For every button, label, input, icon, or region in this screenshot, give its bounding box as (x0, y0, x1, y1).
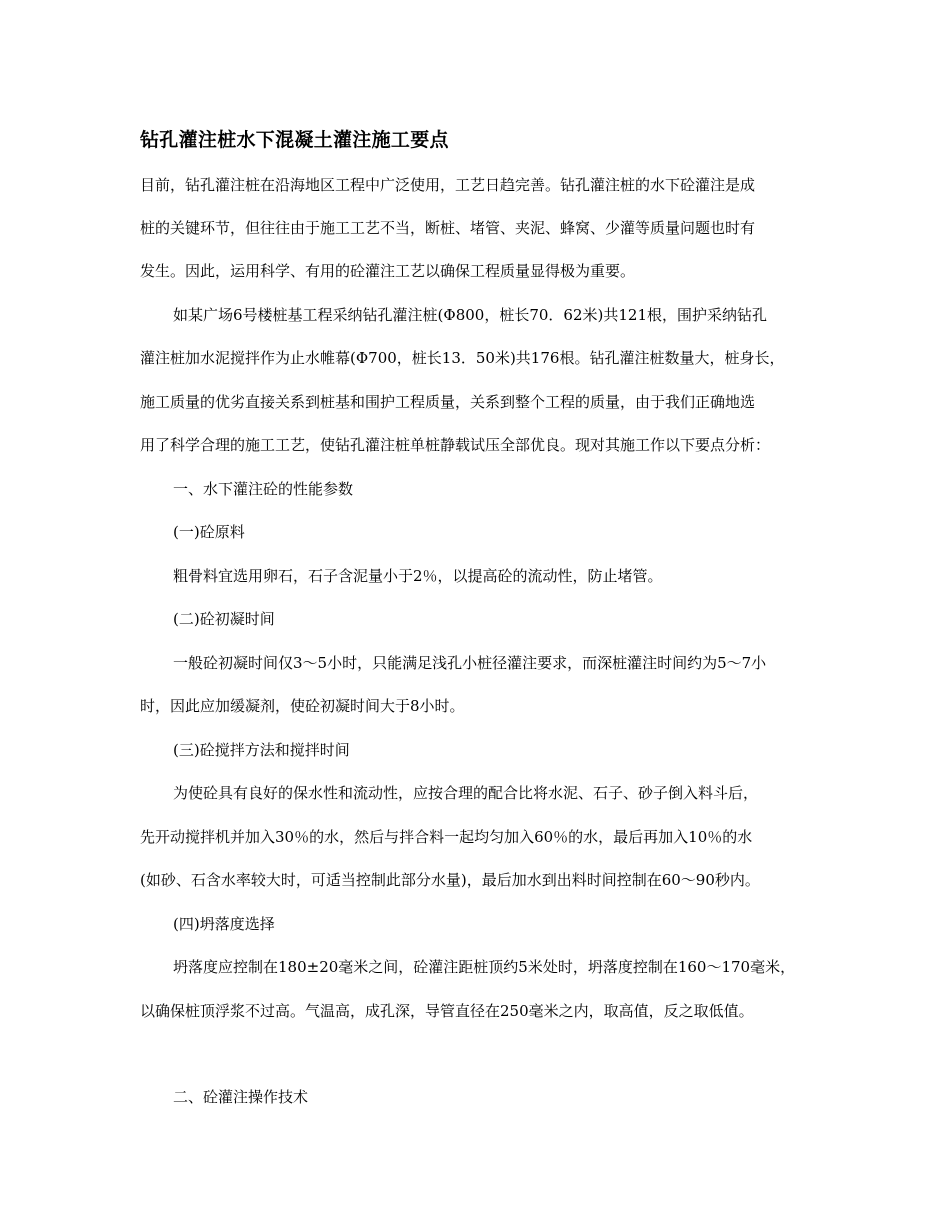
paragraph-line: 一般砼初凝时间仅3～5小时，只能满足浅孔小桩径灌注要求，而深桩灌注时间约为5～7小 (173, 654, 767, 672)
paragraph-line: (如砂、石含水率较大时，可适当控制此部分水量)，最后加水到出料时间控制在60～90秒内。 (140, 871, 760, 889)
paragraph-line: 先开动搅拌机并加入30％的水，然后与拌合料一起均匀加入60％的水，最后再加入10％的水 (140, 828, 753, 846)
subsection-heading: (四)坍落度选择 (173, 915, 275, 933)
subsection-heading: (三)砼搅拌方法和搅拌时间 (173, 741, 350, 759)
paragraph-line: 灌注桩加水泥搅拌作为止水帷幕(Φ700，桩长13．50米)共176根。钻孔灌注桩数量大，桩身长， (140, 349, 785, 367)
paragraph-line: 桩的关键环节，但往往由于施工工艺不当，断桩、堵管、夹泥、蜂窝、少灌等质量问题也时有 (140, 219, 756, 237)
paragraph-line: 用了科学合理的施工工艺，使钻孔灌注桩单桩静载试压全部优良。现对其施工作以下要点分析： (140, 436, 771, 454)
section-heading: 一、水下灌注砼的性能参数 (173, 480, 354, 498)
paragraph-line: 时，因此应加缓凝剂，使砼初凝时间大于8小时。 (140, 697, 465, 715)
paragraph-line: 坍落度应控制在180±20毫米之间，砼灌注距桩顶约5米处时，坍落度控制在160～170毫米， (173, 958, 796, 976)
paragraph-line: 粗骨料宜选用卵石，石子含泥量小于2％，以提高砼的流动性，防止堵管。 (173, 567, 663, 585)
subsection-heading: (一)砼原料 (173, 523, 245, 541)
paragraph-line: 为使砼具有良好的保水性和流动性，应按合理的配合比将水泥、石子、砂子倒入料斗后， (173, 784, 759, 802)
paragraph-line: 如某广场6号楼桩基工程采纳钻孔灌注桩(Φ800，桩长70．62米)共121根，围护采纳钻孔 (173, 306, 767, 324)
document-title: 钻孔灌注桩水下混凝土灌注施工要点 (140, 129, 449, 151)
paragraph-line: 以确保桩顶浮浆不过高。气温高，成孔深，导管直径在250毫米之内，取高值，反之取低值。 (140, 1002, 754, 1020)
paragraph-line: 施工质量的优劣直接关系到桩基和围护工程质量，关系到整个工程的质量，由于我们正确地选 (140, 393, 756, 411)
paragraph-line: 目前，钻孔灌注桩在沿海地区工程中广泛使用，工艺日趋完善。钻孔灌注桩的水下砼灌注是成 (140, 176, 756, 194)
subsection-heading: (二)砼初凝时间 (173, 610, 275, 628)
paragraph-line: 发生。因此，运用科学、有用的砼灌注工艺以确保工程质量显得极为重要。 (140, 262, 636, 280)
section-heading: 二、砼灌注操作技术 (173, 1088, 309, 1106)
